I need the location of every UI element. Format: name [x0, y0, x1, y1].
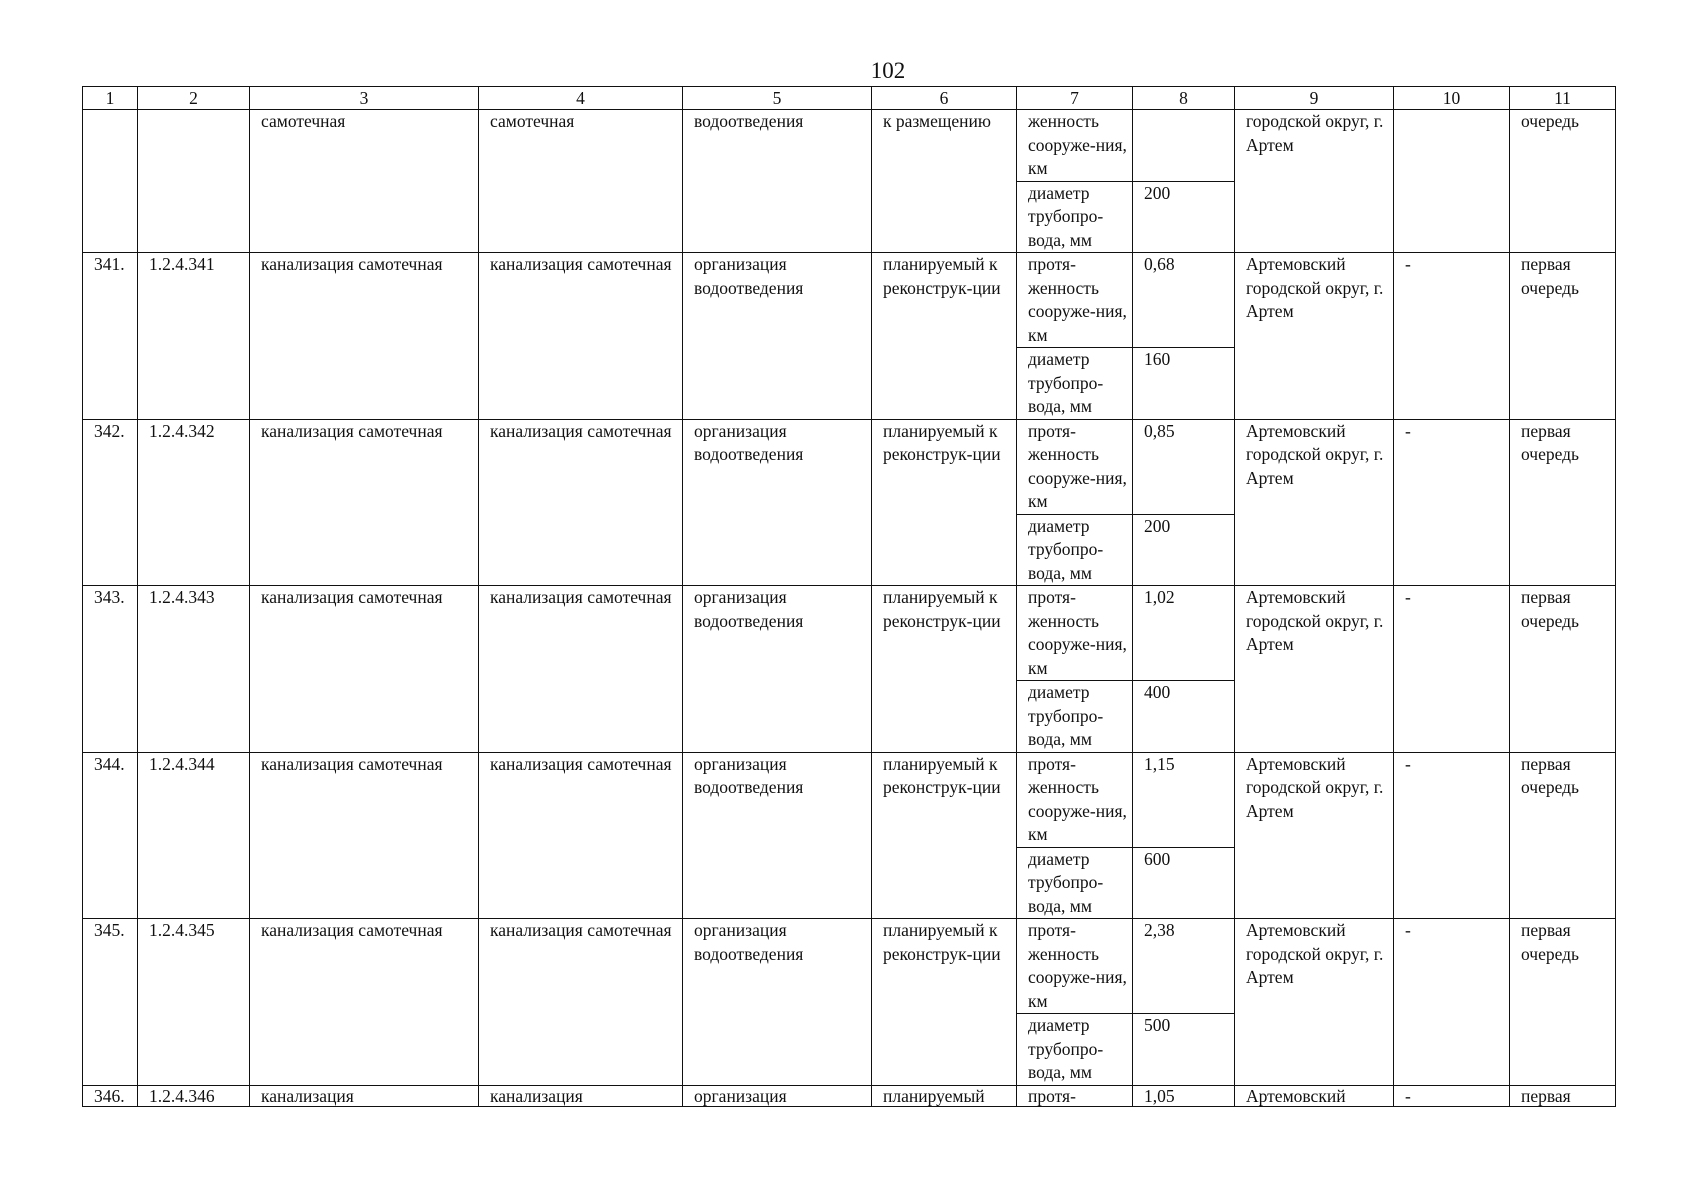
column-header: 3 [250, 87, 479, 110]
parameter-value-cell: 400 [1133, 681, 1235, 753]
table-row [83, 752, 1616, 847]
stage-cell: очередь [1510, 110, 1616, 253]
column-header: 8 [1133, 87, 1235, 110]
column-header: 4 [479, 87, 683, 110]
row-number-cell: 346. [83, 1085, 138, 1106]
parameter-value-cell: 200 [1133, 181, 1235, 253]
object-type-cell: канализация самотечная [250, 419, 479, 586]
location-cell: городской округ, г. Артем [1235, 110, 1394, 253]
location-cell: Артемовский городской округ, г. Артем [1235, 586, 1394, 753]
object-name-cell: канализация самотечная [479, 919, 683, 1086]
stage-cell: первая [1510, 1085, 1616, 1106]
column-header: 7 [1017, 87, 1133, 110]
parameter-value-cell [1133, 110, 1235, 182]
object-name-cell: канализация самотечная [479, 586, 683, 753]
status-cell: планируемый к реконструк-ции [872, 919, 1017, 1086]
parameter-label-cell: диаметр трубопро-вода, мм [1017, 181, 1133, 253]
object-type-cell: канализация самотечная [250, 586, 479, 753]
parameter-value-cell: 600 [1133, 847, 1235, 919]
parameter-label-cell: протя-женность сооруже-ния, км [1017, 919, 1133, 1014]
object-code-cell: 1.2.4.342 [138, 419, 250, 586]
status-cell: планируемый к реконструк-ции [872, 752, 1017, 919]
location-cell: Артемовский [1235, 1085, 1394, 1106]
row-number-cell: 342. [83, 419, 138, 586]
object-name-cell: канализация самотечная [479, 253, 683, 420]
column-header: 9 [1235, 87, 1394, 110]
table-row [83, 1085, 1616, 1106]
row-number-cell: 345. [83, 919, 138, 1086]
column-header: 1 [83, 87, 138, 110]
table-row [83, 586, 1616, 681]
stage-cell: первая очередь [1510, 253, 1616, 420]
parameter-value-cell: 0,68 [1133, 253, 1235, 348]
object-name-cell: канализация [479, 1085, 683, 1106]
column-10-cell: - [1394, 1085, 1510, 1106]
object-name-cell: канализация самотечная [479, 752, 683, 919]
status-cell: к размещению [872, 110, 1017, 253]
table-row [83, 419, 1616, 514]
parameter-label-cell: диаметр трубопро-вода, мм [1017, 514, 1133, 586]
column-10-cell [1394, 110, 1510, 253]
object-type-cell: канализация самотечная [250, 752, 479, 919]
object-name-cell: самотечная [479, 110, 683, 253]
column-10-cell: - [1394, 919, 1510, 1086]
location-cell: Артемовский городской округ, г. Артем [1235, 919, 1394, 1086]
parameter-label-cell: протя-женность сооруже-ния, км [1017, 752, 1133, 847]
row-number-cell [83, 110, 138, 253]
purpose-cell: организация водоотведения [683, 419, 872, 586]
stage-cell: первая очередь [1510, 419, 1616, 586]
column-header: 2 [138, 87, 250, 110]
parameter-value-cell: 0,85 [1133, 419, 1235, 514]
column-10-cell: - [1394, 419, 1510, 586]
parameter-label-cell: диаметр трубопро-вода, мм [1017, 1014, 1133, 1086]
parameter-label-cell: диаметр трубопро-вода, мм [1017, 681, 1133, 753]
page-number: 102 [870, 58, 906, 83]
purpose-cell: организация водоотведения [683, 253, 872, 420]
parameter-value-cell: 1,05 [1133, 1085, 1235, 1106]
parameter-label-cell: протя- [1017, 1085, 1133, 1106]
stage-cell: первая очередь [1510, 586, 1616, 753]
object-code-cell: 1.2.4.345 [138, 919, 250, 1086]
parameter-value-cell: 160 [1133, 348, 1235, 420]
object-code-cell: 1.2.4.343 [138, 586, 250, 753]
object-name-cell: канализация самотечная [479, 419, 683, 586]
registry-table [82, 86, 1616, 1107]
object-code-cell [138, 110, 250, 253]
location-cell: Артемовский городской округ, г. Артем [1235, 419, 1394, 586]
table-row [83, 253, 1616, 348]
column-header: 10 [1394, 87, 1510, 110]
column-header: 11 [1510, 87, 1616, 110]
parameter-label-cell: протя-женность сооруже-ния, км [1017, 586, 1133, 681]
stage-cell: первая очередь [1510, 752, 1616, 919]
parameter-label-cell: женность сооруже-ния, км [1017, 110, 1133, 182]
status-cell: планируемый [872, 1085, 1017, 1106]
status-cell: планируемый к реконструк-ции [872, 419, 1017, 586]
row-number-cell: 341. [83, 253, 138, 420]
row-number-cell: 343. [83, 586, 138, 753]
purpose-cell: организация водоотведения [683, 752, 872, 919]
parameter-value-cell: 500 [1133, 1014, 1235, 1086]
object-code-cell: 1.2.4.344 [138, 752, 250, 919]
column-number-row [83, 87, 1616, 110]
stage-cell: первая очередь [1510, 919, 1616, 1086]
column-header: 5 [683, 87, 872, 110]
location-cell: Артемовский городской округ, г. Артем [1235, 752, 1394, 919]
parameter-value-cell: 2,38 [1133, 919, 1235, 1014]
purpose-cell: организация водоотведения [683, 586, 872, 753]
purpose-cell: водоотведения [683, 110, 872, 253]
parameter-label-cell: диаметр трубопро-вода, мм [1017, 348, 1133, 420]
table-row [83, 110, 1616, 182]
parameter-value-cell: 1,15 [1133, 752, 1235, 847]
object-type-cell: самотечная [250, 110, 479, 253]
status-cell: планируемый к реконструк-ции [872, 586, 1017, 753]
parameter-value-cell: 1,02 [1133, 586, 1235, 681]
column-10-cell: - [1394, 586, 1510, 753]
row-number-cell: 344. [83, 752, 138, 919]
parameter-label-cell: протя-женность сооруже-ния, км [1017, 253, 1133, 348]
purpose-cell: организация водоотведения [683, 919, 872, 1086]
column-header: 6 [872, 87, 1017, 110]
object-code-cell: 1.2.4.341 [138, 253, 250, 420]
parameter-label-cell: протя-женность сооруже-ния, км [1017, 419, 1133, 514]
object-code-cell: 1.2.4.346 [138, 1085, 250, 1106]
parameter-value-cell: 200 [1133, 514, 1235, 586]
object-type-cell: канализация самотечная [250, 253, 479, 420]
column-10-cell: - [1394, 752, 1510, 919]
column-10-cell: - [1394, 253, 1510, 420]
table-row [83, 919, 1616, 1014]
location-cell: Артемовский городской округ, г. Артем [1235, 253, 1394, 420]
object-type-cell: канализация самотечная [250, 919, 479, 1086]
object-type-cell: канализация [250, 1085, 479, 1106]
parameter-label-cell: диаметр трубопро-вода, мм [1017, 847, 1133, 919]
purpose-cell: организация [683, 1085, 872, 1106]
status-cell: планируемый к реконструк-ции [872, 253, 1017, 420]
